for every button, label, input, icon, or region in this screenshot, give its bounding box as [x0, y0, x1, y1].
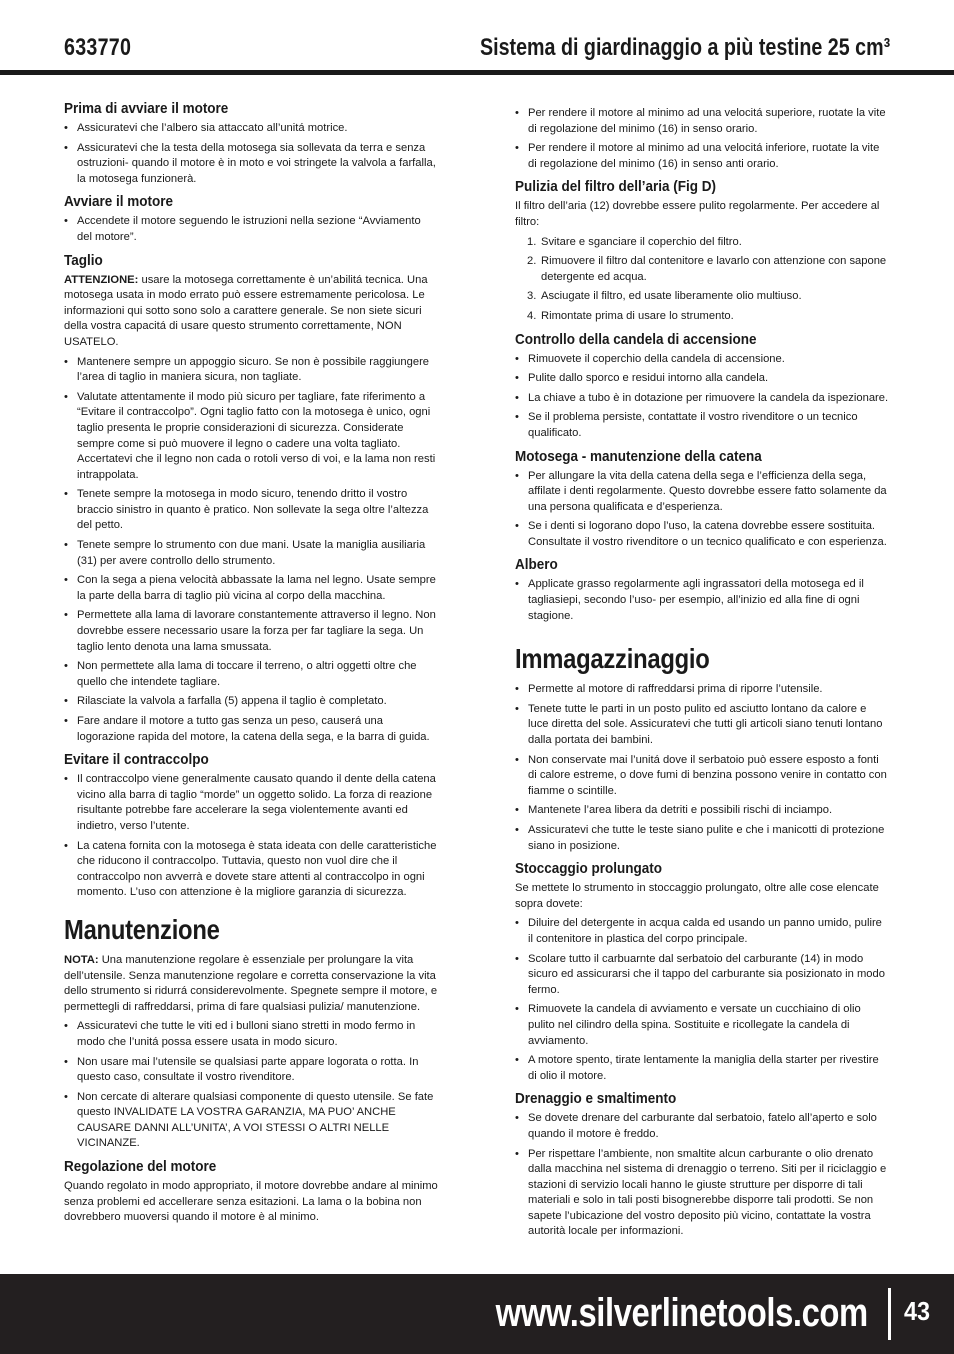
list-item: [515, 289, 889, 305]
list-item: • Applicate grasso regolarmente agli ingrassatori della motosega ed il tagliasiepi, secondo l’uso- per esempio, all’inizio ed alla fine di ogni stagione.: [515, 577, 889, 624]
page-title: Sistema di giardinaggio a più testine 25 cm³: [479, 34, 890, 61]
list-item: • Assicuratevi che tutte le teste siano pulite e che i manicotti di protezione siano in posizione.: [515, 823, 889, 854]
step-number: 2.: [527, 255, 537, 268]
list-item: • Rilasciate la valvola a farfalla (5) appena il taglio è completato.: [64, 694, 438, 710]
list-item: • Se i denti si logorano dopo l’uso, la catena dovrebbe essere sostituita. Consultate il vostro rivenditore o un tecnico qualificato e con esperienza.: [515, 519, 889, 550]
bullet-list: [515, 352, 889, 442]
bullet-list: [515, 1111, 889, 1240]
right-column: [515, 106, 889, 1246]
list-item: • Assicuratevi che la testa della motosega sia sollevata da terra e senza ostruzioni- quando il motore è in moto e voi stringete la valvola a farfalla, la motosega funzionerà.: [64, 141, 438, 188]
list-item: • Accendete il motore seguendo le istruzioni nella sezione “Avviamento del motore”.: [64, 214, 438, 245]
paragraph: Quando regolato in modo appropriato, il motore dovrebbe andare al minimo senza problemi ed accellerare senza esitazioni. La lama o la bobina non dovrebbero muoversi quando il motore è al minimo.: [64, 1180, 438, 1224]
step-text: Asciugate il filtro, ed usate liberamente olio multiuso.: [541, 290, 802, 303]
page-number: 43: [904, 1296, 931, 1326]
list-item: • Tenete tutte le parti in un posto pulito ed asciutto lontano da calore e luce diretta del sole. Assicuratevi che tutti gli articoli siano tenuti lontano dalla portata dei bambini.: [515, 702, 889, 749]
list-item: • Con la sega a piena velocità abbassate la lama nel legno. Usate sempre la parte della barra di taglio più vicina al corpo della macchina.: [64, 573, 438, 604]
bullet-list: [515, 469, 889, 551]
section-heading: Stoccaggio prolungato: [515, 860, 663, 878]
step-number: 1.: [527, 235, 537, 248]
bullet-list: [64, 121, 438, 187]
section-heading: Evitare il contraccolpo: [64, 751, 209, 769]
note-label: NOTA:: [64, 953, 99, 966]
list-item: • Pulite dallo sporco e residui intorno alla candela.: [515, 371, 889, 387]
section-heading: Albero: [515, 556, 558, 574]
bullet-list: [64, 772, 438, 901]
list-item: • Non conservate mai l’unitá dove il serbatoio può essere esposto a fonti di calore estreme, o dove fumi di benzina possono venire in contatto con fiamme o scintille.: [515, 753, 889, 800]
list-item: • Scolare tutto il carbuarnte dal serbatoio del carburante (14) in modo sicuro ed assicurarsi che il tappo del carburante sia posizionato in modo fermo.: [515, 952, 889, 999]
list-item: • La chiave a tubo è in dotazione per rimuovere la candela da ispezionare.: [515, 391, 889, 407]
list-item: [515, 309, 889, 325]
list-item: • Per rendere il motore al minimo ad una velocitá inferiore, ruotate la vite di regolazione del minimo (16) in senso anti orario.: [515, 141, 889, 172]
list-item: • Rimuovete il coperchio della candela di accensione.: [515, 352, 889, 368]
product-code: 633770: [64, 34, 132, 61]
list-item: • Mantenere sempre un appoggio sicuro. Se non è possibile raggiungere l’area di taglio in maniera sicura, non tagliate.: [64, 355, 438, 386]
list-item: • Se il problema persiste, contattate il vostro rivenditore o un tecnico qualificato.: [515, 410, 889, 441]
list-item: • Diluire del detergente in acqua calda ed usando un panno umido, pulire il contenitore in plastica del corpo principale.: [515, 916, 889, 947]
bullet-list: [64, 1019, 438, 1152]
step-number: 4.: [527, 309, 537, 322]
section-heading: Taglio: [64, 251, 103, 269]
paragraph: Se mettete lo strumento in stoccaggio prolungato, oltre alle cose elencate sopra dovete:: [515, 882, 879, 910]
list-item: • Valutate attentamente il modo più sicuro per tagliare, fate riferimento a “Evitare il contraccolpo”. Ogni taglio fatto con la motosega è unico, ogni taglio presenta le proprie considerazioni di sicurezza. Considerate sempre come si può muovere il legno o cadere una volta tagliato. Accertatevi che il legno non cada o rotoli verso di voi, e la lama non resti intrappolata.: [64, 390, 438, 484]
warning-label: ATTENZIONE:: [64, 273, 139, 286]
step-number: 3.: [527, 290, 537, 303]
list-item: • Per rendere il motore al minimo ad una velocitá superiore, ruotate la vite di regolazione del minimo (16) in senso orario.: [515, 106, 889, 137]
list-item: • Se dovete drenare del carburante dal serbatoio, fatelo all’aperto e solo quando il motore è freddo.: [515, 1111, 889, 1142]
section-heading: Prima di avviare il motore: [64, 100, 229, 117]
major-heading: Manutenzione: [64, 913, 220, 945]
step-text: Rimontate prima di usare lo strumento.: [541, 309, 734, 322]
list-item: • Mantenete l’area libera da detriti e possibili rischi di inciampo.: [515, 803, 889, 819]
section-heading: Drenaggio e smaltimento: [515, 1090, 677, 1108]
paragraph: Il filtro dell’aria (12) dovrebbe essere pulito regolarmente. Per accedere al filtro:: [515, 200, 880, 228]
list-item: • Fare andare il motore a tutto gas senza un peso, causerá una logorazione rapida del motore, la catena della sega, e la barra di guida.: [64, 714, 438, 745]
list-item: • Tenete sempre lo strumento con due mani. Usate la maniglia ausiliaria (31) per avere controllo dello strumento.: [64, 538, 438, 569]
left-column: [64, 100, 438, 1230]
list-item: • Non cercate di alterare qualsiasi componente di questo utensile. Se fate questo INVALIDATE LA VOSTRA GARANZIA, MA PUO’ ANCHE CAUSARE DANNI ALL’UNITA’, A VOI STESSI O ALTRI NELLE VICINANZE.: [64, 1090, 438, 1152]
list-item: • Permettete alla lama di lavorare constantemente attraverso il legno. Non dovrebbe essere necessario usare la forza per far tagliare la sega. Un taglio lento denota una lama smussata.: [64, 608, 438, 655]
list-item: • Non usare mai l’utensile se qualsiasi parte appare logorata o rotta. In questo caso, consultate il vostro rivenditore.: [64, 1055, 438, 1086]
major-heading: Immagazzinaggio: [515, 643, 710, 675]
list-item: • Permette al motore di raffreddarsi prima di riporre l’utensile.: [515, 682, 889, 698]
bullet-list: [64, 214, 438, 245]
numbered-list: [515, 235, 889, 325]
list-item: • La catena fornita con la motosega è stata ideata con delle caratteristiche che riducono il contraccolpo. Tuttavia, questo non vuol dire che il contraccolpo non avverrà e dovete stare attenti al contraccolpo in ogni momento. L’uso con attenzione è la migliore garanzia di sicurezza.: [64, 839, 438, 901]
list-item: • Non permettete alla lama di toccare il terreno, o altri oggetti oltre che quello che intendete tagliare.: [64, 659, 438, 690]
warning-text: usare la motosega correttamente è un’abilitá tecnica. Una motosega usata in modo errato può essere estremamente pericolosa. Le informazioni qui sotto sono solo a carattere generale. Se non siete sicuri della vostra capacitá di usare questo strumento correttamente, NON USATELO.: [64, 273, 428, 348]
website-link[interactable]: www.silverlinetools.com: [495, 1291, 868, 1335]
bullet-list: [64, 355, 438, 746]
page-header: [0, 0, 954, 80]
list-item: • Assicuratevi che l’albero sia attaccato all’unitá motrice.: [64, 121, 438, 137]
section-heading: Pulizia del filtro dell’aria (Fig D): [515, 178, 717, 196]
list-item: [515, 254, 889, 285]
list-item: • A motore spento, tirate lentamente la maniglia della starter per rivestire di olio il motore.: [515, 1053, 889, 1084]
list-item: • Rimuovete la candela di avviamento e versate un cucchiaino di olio pulito nel cilindro della spina. Sostituite e ricollegate la candela di avviamento.: [515, 1002, 889, 1049]
section-heading: Motosega - manutenzione della catena: [515, 447, 762, 465]
list-item: • Tenete sempre la motosega in modo sicuro, tenendo dritto il vostro braccio sinistro in quanto è pratico. Non sollevate la sega oltre l’altezza del petto.: [64, 487, 438, 534]
list-item: • Il contraccolpo viene generalmente causato quando il dente della catena vicino alla barra di taglio “morde” un oggetto solido. La forza di reazione risultante potrebbe fare accelerare la sega violentemente avanti ed indietro, verso l’utente.: [64, 772, 438, 834]
step-text: Rimuovere il filtro dal contenitore e lavarlo con attenzione con sapone detergente ed acqua.: [541, 255, 887, 283]
warning-paragraph: [64, 273, 438, 351]
section-heading: Regolazione del motore: [64, 1158, 217, 1176]
bullet-list: [515, 916, 889, 1084]
list-item: [515, 235, 889, 251]
header-rule: [0, 70, 954, 75]
list-item: • Per rispettare l’ambiente, non smaltite alcun carburante o olio drenato dalla macchina nel sistema di drenaggio o terreno. Siti per il riciclaggio e stazioni di servizio locali hanno le giuste strutture per disporre di tali materiali e solo in tali posti bisognerebbe disporre tali prodotti. Se non sapete l’ubicazione del vostro deposito più vicino, contattate la vostra autorità locale per informazioni.: [515, 1147, 889, 1241]
page-footer: [0, 1274, 954, 1354]
section-heading: Controllo della candela di accensione: [515, 330, 757, 348]
bullet-list: [515, 682, 889, 854]
list-item: • Assicuratevi che tutte le viti ed i bulloni siano stretti in modo fermo in modo che l’unitá possa essere usata in modo sicuro.: [64, 1019, 438, 1050]
list-item: • Per allungare la vita della catena della sega e l’efficienza della sega, affilate i denti regolarmente. Questo dovrebbe essere fatto solamente da una persona qualificata e d’esperienza.: [515, 469, 889, 516]
note-paragraph: [64, 953, 438, 1015]
bullet-list: [515, 106, 889, 172]
note-text: Una manutenzione regolare è essenziale per prolungare la vita dell’utensile. Senza manutenzione regolare e corretta conservazione la vita dello strumento si ridurrá considerevolmente. Spegnete sempre il motore, e permettegli di raffreddarsi, prima di fare qualsiasi pulizia/ manutenzione.: [64, 953, 438, 1013]
footer-divider: [888, 1288, 891, 1340]
section-heading: Avviare il motore: [64, 193, 174, 211]
bullet-list: [515, 577, 889, 624]
step-text: Svitare e sganciare il coperchio del filtro.: [541, 235, 742, 248]
